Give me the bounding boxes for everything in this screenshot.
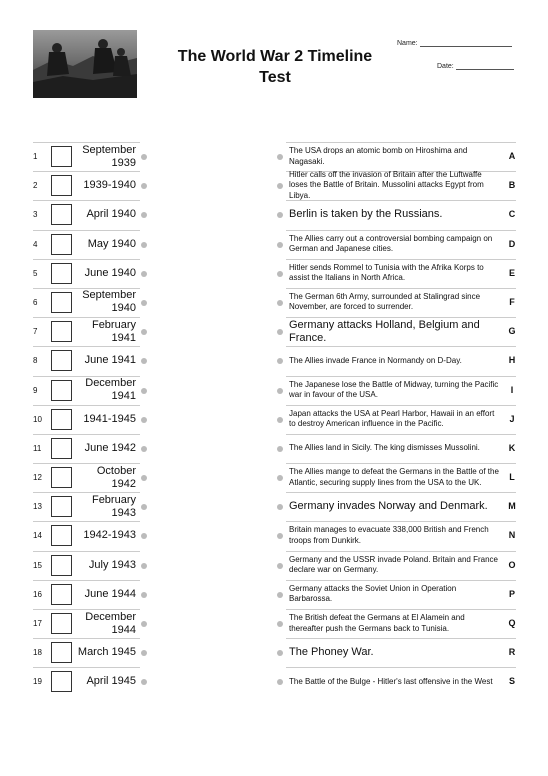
- row-letter: L: [509, 472, 515, 483]
- row-letter: C: [508, 209, 516, 220]
- soldiers-image: [33, 30, 137, 98]
- row-date: July 1943: [88, 558, 136, 571]
- row-event: The Allies land in Sicily. The king dismisses Mussolini.: [289, 443, 480, 453]
- row-event: Britain manages to evacuate 338,000 British and French troops from Dunkirk.: [289, 525, 489, 545]
- left-dot-icon: [141, 650, 147, 656]
- name-label: Name:: [397, 40, 418, 47]
- row-number: 8: [33, 356, 38, 366]
- row-letter: J: [509, 413, 515, 424]
- row-date: March 1945: [77, 646, 136, 659]
- right-dot-icon: [277, 650, 283, 656]
- answer-box[interactable]: [51, 146, 72, 167]
- row-number: 11: [33, 443, 42, 453]
- right-dot-icon: [277, 475, 283, 481]
- answer-box[interactable]: [51, 350, 72, 371]
- left-dot-icon: [141, 679, 147, 685]
- table-row: [0, 405, 548, 434]
- table-row: [0, 551, 548, 580]
- row-letter: S: [508, 676, 515, 687]
- row-event: Berlin is taken by the Russians.: [289, 208, 443, 221]
- left-dot-icon: [141, 475, 147, 481]
- row-letter: P: [508, 588, 515, 599]
- answer-box[interactable]: [51, 321, 72, 342]
- row-event: The Phoney War.: [289, 646, 374, 659]
- table-row: [0, 580, 548, 609]
- answer-box[interactable]: [51, 292, 72, 313]
- right-dot-icon: [277, 300, 283, 306]
- answer-box[interactable]: [51, 234, 72, 255]
- name-line: [420, 38, 512, 47]
- row-event: The Battle of the Bulge - Hitler's last offensive in the West: [289, 676, 493, 686]
- row-number: 16: [33, 589, 42, 599]
- left-dot-icon: [141, 329, 147, 335]
- table-row: [0, 492, 548, 521]
- row-date: June 1944: [84, 587, 136, 600]
- row-number: 15: [33, 560, 42, 570]
- left-dot-icon: [141, 563, 147, 569]
- left-dot-icon: [141, 388, 147, 394]
- answer-box[interactable]: [51, 584, 72, 605]
- row-event: Germany invades Norway and Denmark.: [289, 500, 488, 513]
- right-dot-icon: [277, 446, 283, 452]
- row-letter: D: [508, 238, 516, 249]
- left-dot-icon: [141, 621, 147, 627]
- table-row: [0, 288, 548, 317]
- row-number: 4: [33, 239, 38, 249]
- row-date: December 1944: [85, 610, 136, 636]
- timeline-rows: [0, 142, 548, 697]
- row-letter: R: [508, 647, 516, 658]
- left-dot-icon: [141, 271, 147, 277]
- row-number: 3: [33, 210, 38, 220]
- right-dot-icon: [277, 679, 283, 685]
- answer-box[interactable]: [51, 409, 72, 430]
- row-event: Germany attacks the Soviet Union in Operation Barbarossa.: [289, 583, 457, 604]
- row-number: 17: [33, 619, 42, 628]
- right-dot-icon: [277, 388, 283, 394]
- right-dot-icon: [277, 504, 283, 510]
- answer-box[interactable]: [51, 204, 72, 225]
- table-row: [0, 434, 548, 463]
- row-letter: K: [508, 442, 516, 453]
- row-letter: E: [508, 267, 515, 278]
- row-date: April 1945: [86, 675, 136, 688]
- answer-box[interactable]: [51, 671, 72, 692]
- row-letter: O: [508, 559, 516, 570]
- answer-box[interactable]: [51, 496, 72, 517]
- table-row: [0, 667, 548, 696]
- answer-box[interactable]: [51, 175, 72, 196]
- right-dot-icon: [277, 592, 283, 598]
- row-number: 13: [33, 502, 42, 512]
- left-dot-icon: [141, 504, 147, 510]
- row-number: 14: [33, 531, 42, 541]
- left-dot-icon: [141, 154, 147, 160]
- row-date: October 1942: [96, 464, 136, 490]
- date-label: Date:: [437, 63, 454, 70]
- row-event: Germany attacks Holland, Belgium and France.: [289, 318, 480, 344]
- answer-box[interactable]: [51, 438, 72, 459]
- row-letter: I: [510, 384, 514, 395]
- row-number: 19: [33, 677, 42, 687]
- right-dot-icon: [277, 621, 283, 627]
- right-dot-icon: [277, 212, 283, 218]
- name-field[interactable]: [397, 38, 512, 47]
- page-title: The World War 2 Timeline Test: [177, 48, 373, 86]
- table-row: [0, 463, 548, 492]
- row-number: 5: [33, 268, 38, 278]
- table-row: [0, 200, 548, 229]
- row-number: 2: [33, 181, 38, 191]
- right-dot-icon: [277, 417, 283, 423]
- left-dot-icon: [141, 533, 147, 539]
- left-dot-icon: [141, 300, 147, 306]
- answer-box[interactable]: [51, 380, 72, 401]
- date-line: [456, 61, 514, 70]
- row-number: 18: [33, 648, 42, 658]
- right-dot-icon: [277, 533, 283, 539]
- row-event: Japan attacks the USA at Pearl Harbor, Hawaii in an effort to destroy American influence in the Pacific.: [289, 408, 495, 429]
- row-date: May 1940: [87, 237, 136, 250]
- row-event: The Allies invade France in Normandy on D-Day.: [289, 355, 462, 365]
- table-row: [0, 230, 548, 259]
- row-event: The Allies carry out a controversial bombing campaign on German and Japanese cities.: [289, 233, 493, 254]
- row-letter: B: [508, 180, 516, 191]
- row-number: 1: [33, 152, 38, 161]
- answer-box[interactable]: [51, 263, 72, 284]
- table-row: [0, 142, 548, 171]
- row-event: The German 6th Army, surrounded at Stalingrad since November, are forced to surrender.: [289, 291, 481, 312]
- row-date: December 1941: [85, 377, 136, 402]
- right-dot-icon: [277, 183, 283, 189]
- row-date: September 1939: [82, 143, 136, 169]
- row-number: 10: [33, 414, 42, 424]
- row-number: 9: [33, 385, 38, 395]
- answer-box[interactable]: [51, 555, 72, 576]
- right-dot-icon: [277, 563, 283, 569]
- left-dot-icon: [141, 212, 147, 218]
- row-letter: N: [508, 530, 516, 541]
- table-row: [0, 317, 548, 346]
- row-event: The British defeat the Germans at El Alamein and thereafter push the Germans back to Tunisia.: [289, 613, 465, 633]
- table-row: [0, 521, 548, 550]
- row-event: Hitler calls off the invasion of Britain after the Luftwaffe loses the Battle of Britain. Mussolini attacks Egypt from Libya.: [289, 169, 484, 200]
- row-date: February 1943: [91, 493, 136, 519]
- row-event: Germany and the USSR invade Poland. Britain and France declare war on Germany.: [289, 554, 499, 575]
- row-date: 1941-1945: [83, 412, 136, 425]
- left-dot-icon: [141, 183, 147, 189]
- row-letter: F: [509, 296, 515, 307]
- row-date: February 1941: [91, 318, 136, 344]
- answer-box[interactable]: [51, 642, 72, 663]
- table-row: [0, 171, 548, 200]
- row-letter: Q: [508, 618, 516, 628]
- row-number: 6: [33, 297, 38, 307]
- row-letter: G: [508, 326, 516, 337]
- table-row: [0, 638, 548, 667]
- row-letter: M: [508, 501, 516, 512]
- row-date: April 1940: [86, 208, 136, 221]
- table-row: [0, 259, 548, 288]
- answer-box[interactable]: [51, 613, 72, 634]
- left-dot-icon: [141, 242, 147, 248]
- row-letter: A: [508, 151, 516, 161]
- date-field[interactable]: [437, 61, 514, 70]
- header-photo: [33, 30, 137, 98]
- right-dot-icon: [277, 329, 283, 335]
- right-dot-icon: [277, 154, 283, 160]
- table-row: [0, 346, 548, 375]
- left-dot-icon: [141, 358, 147, 364]
- left-dot-icon: [141, 417, 147, 423]
- row-number: 12: [33, 473, 42, 483]
- right-dot-icon: [277, 242, 283, 248]
- row-letter: H: [508, 355, 516, 366]
- row-date: June 1942: [84, 441, 136, 454]
- right-dot-icon: [277, 358, 283, 364]
- row-event: The USA drops an atomic bomb on Hiroshima and Nagasaki.: [289, 146, 468, 166]
- row-date: September 1940: [82, 289, 136, 315]
- answer-box[interactable]: [51, 467, 72, 488]
- row-event: The Japanese lose the Battle of Midway, turning the Pacific war in favour of the USA.: [289, 379, 499, 399]
- answer-box[interactable]: [51, 525, 72, 546]
- row-date: 1942-1943: [83, 529, 136, 542]
- row-event: Hitler sends Rommel to Tunisia with the Afrika Korps to assist the Italians in North Africa.: [289, 262, 484, 283]
- right-dot-icon: [277, 271, 283, 277]
- table-row: [0, 609, 548, 638]
- left-dot-icon: [141, 592, 147, 598]
- table-row: [0, 376, 548, 405]
- row-event: The Allies mange to defeat the Germans in the Battle of the Atlantic, securing supply lines from the USA to the UK.: [289, 467, 499, 487]
- left-dot-icon: [141, 446, 147, 452]
- row-date: 1939-1940: [83, 179, 136, 192]
- row-number: 7: [33, 327, 38, 337]
- row-date: June 1941: [84, 354, 136, 367]
- row-date: June 1940: [84, 266, 136, 279]
